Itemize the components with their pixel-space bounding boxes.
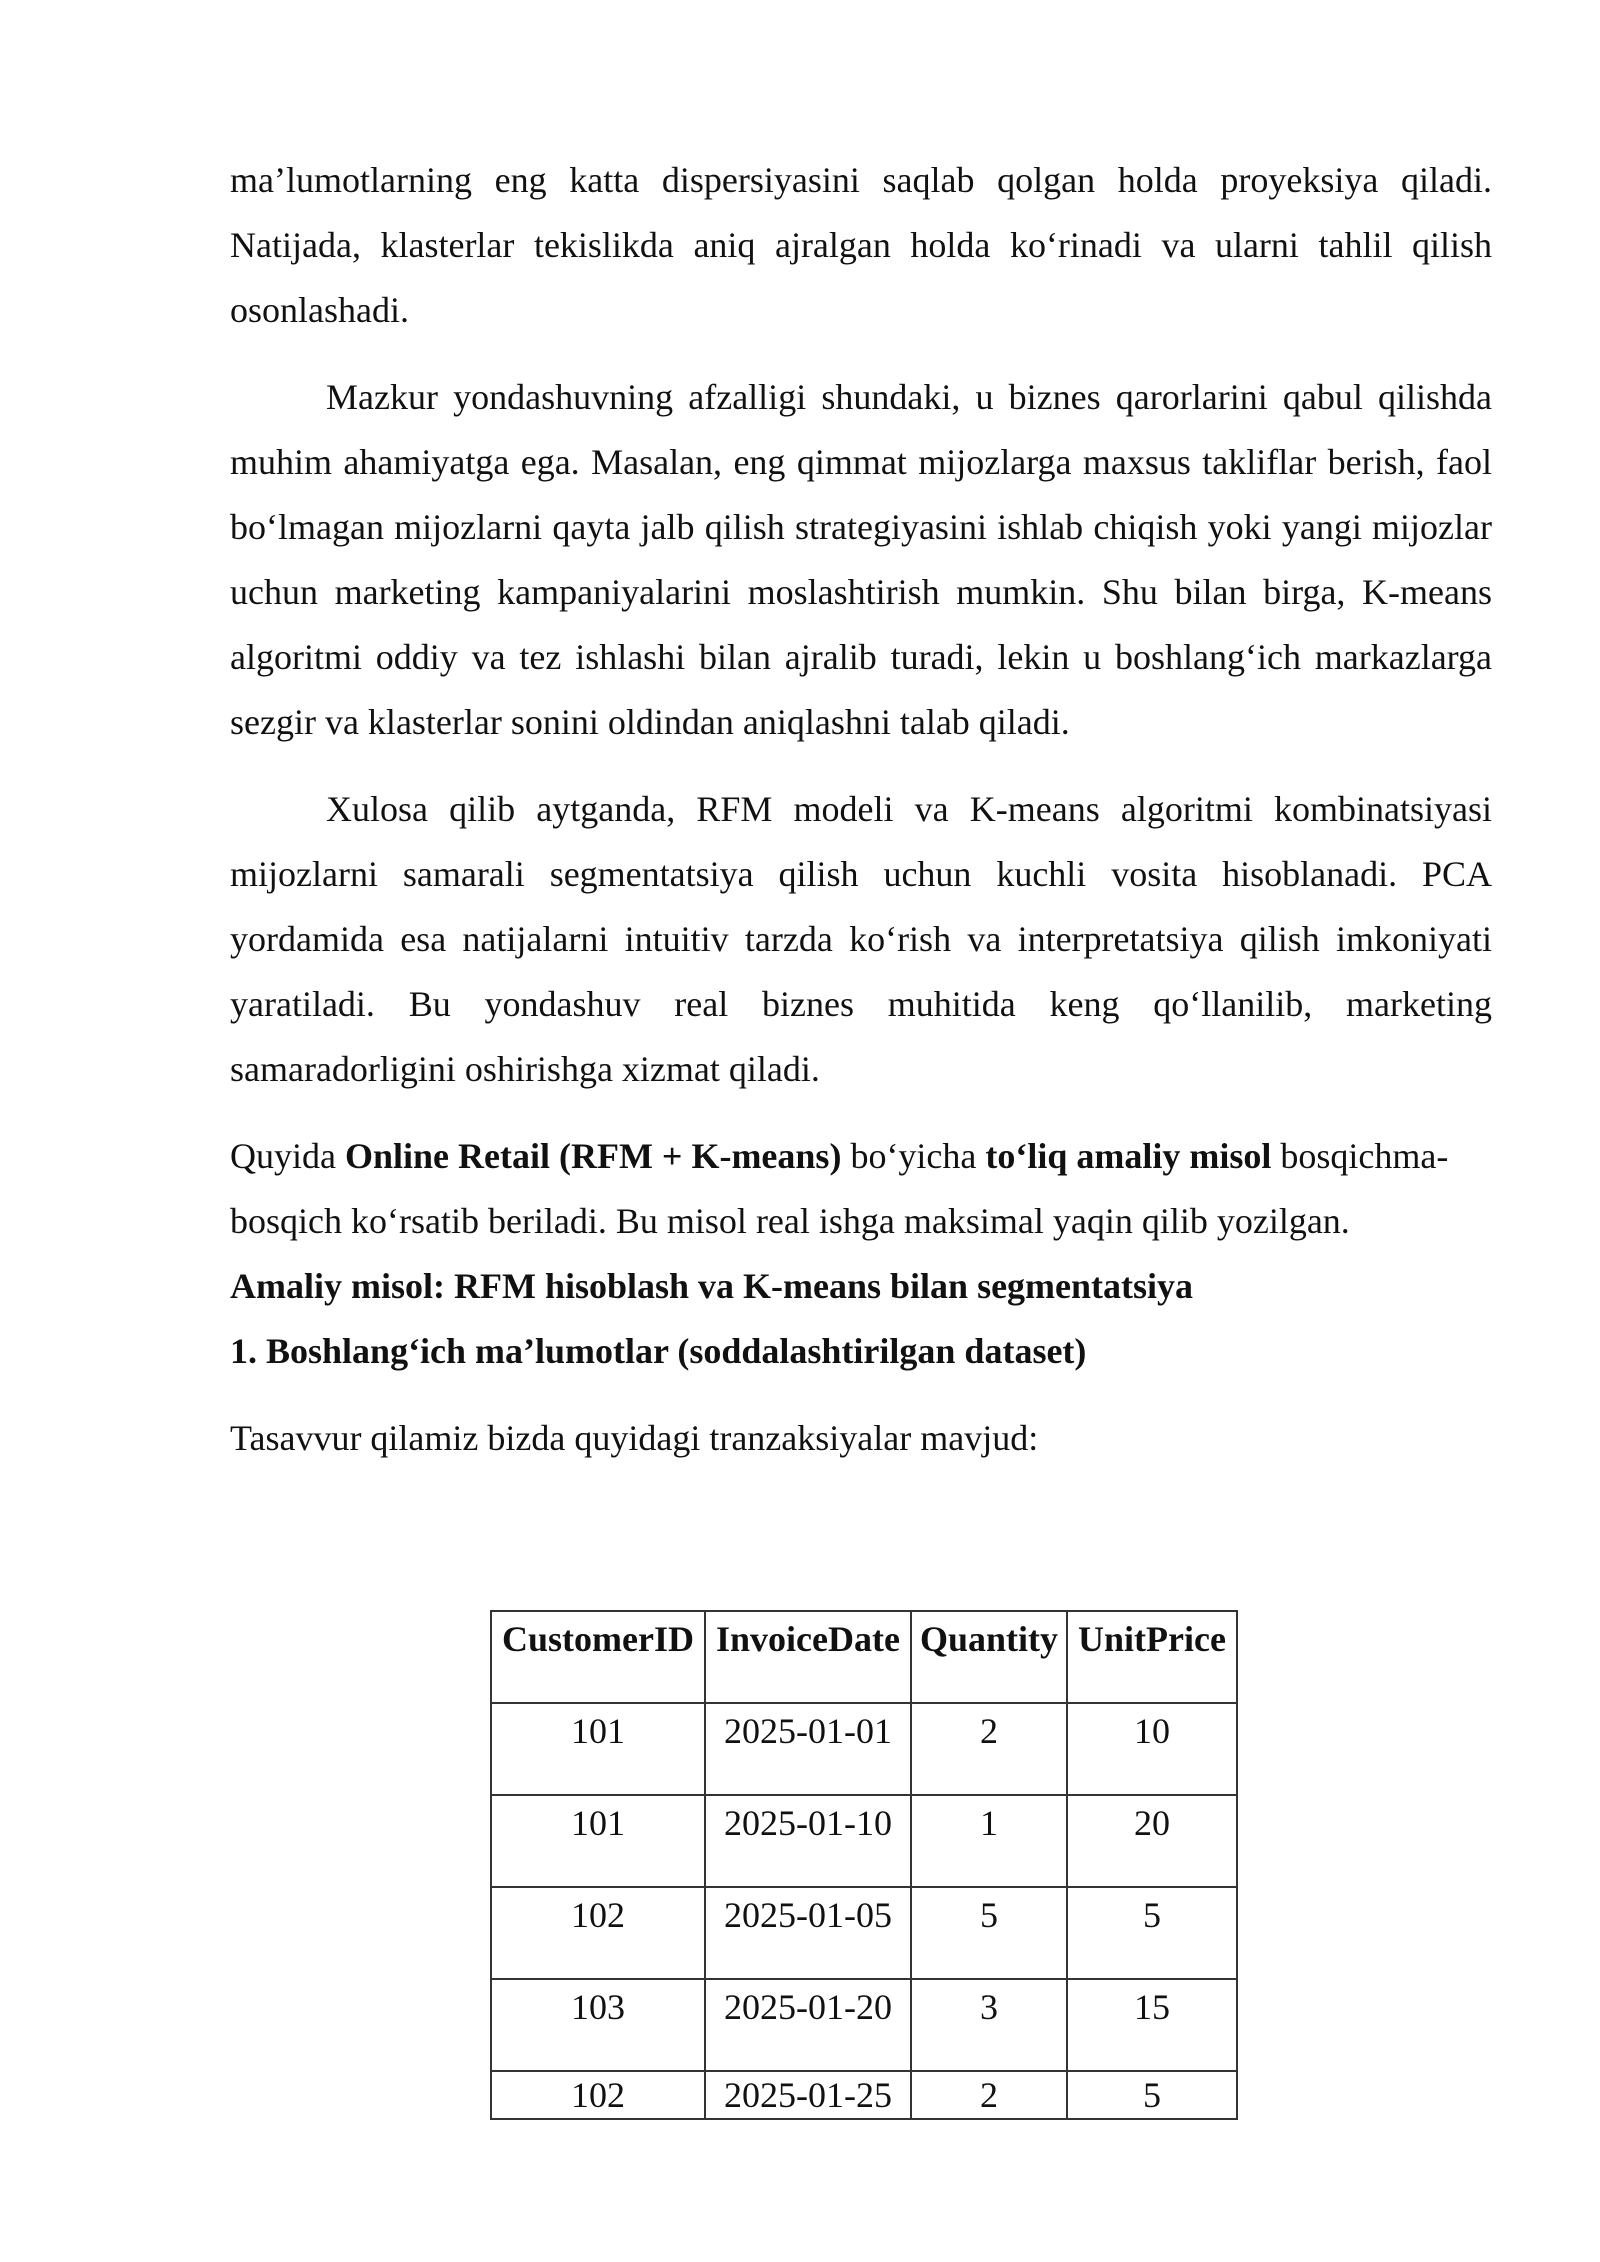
transactions-table: [490, 1610, 1238, 2120]
cell-unit-price: 10: [1067, 1703, 1237, 1795]
cell-invoice-date: 2025-01-10: [705, 1795, 911, 1887]
paragraph-intro-example: [230, 1124, 1492, 1254]
cell-customer-id: 103: [491, 1979, 705, 2071]
cell-quantity: 3: [911, 1979, 1067, 2071]
intro-text-3: bosqichma-bosqich ko‘rsatib beriladi. Bu misol real ishga maksimal yaqin qilib yozilgan.: [230, 1136, 1449, 1241]
cell-quantity: 2: [911, 1703, 1067, 1795]
cell-customer-id: 102: [491, 2071, 705, 2119]
paragraph-transactions-intro: Tasavvur qilamiz bizda quyidagi tranzaksiyalar mavjud:: [230, 1418, 1039, 1458]
cell-customer-id: 101: [491, 1703, 705, 1795]
header-customer-id: CustomerID: [491, 1611, 705, 1703]
intro-text-1: Quyida: [230, 1136, 345, 1176]
intro-text-2: bo‘yicha: [841, 1136, 986, 1176]
cell-invoice-date: 2025-01-25: [705, 2071, 911, 2119]
intro-bold-online-retail: Online Retail (RFM + K-means): [344, 1136, 842, 1176]
header-invoice-date: InvoiceDate: [705, 1611, 911, 1703]
cell-quantity: 2: [911, 2071, 1067, 2119]
cell-invoice-date: 2025-01-01: [705, 1703, 911, 1795]
cell-quantity: 1: [911, 1795, 1067, 1887]
cell-unit-price: 20: [1067, 1795, 1237, 1887]
cell-customer-id: 101: [491, 1795, 705, 1887]
intro-bold-full-example: to‘liq amaliy misol: [985, 1136, 1272, 1176]
paragraph-pca-projection: ma’lumotlarning eng katta dispersiyasini saqlab qolgan holda proyeksiya qiladi. Natijada, klasterlar tekislikda aniq ajralgan holda ko‘rinadi va ularni tahlil qilish osonlashadi.: [230, 160, 1492, 330]
table-row: [491, 2071, 1237, 2119]
table-row: [491, 1795, 1237, 1887]
cell-invoice-date: 2025-01-05: [705, 1887, 911, 1979]
paragraph-conclusion: Xulosa qilib aytganda, RFM modeli va K-means algoritmi kombinatsiyasi mijozlarni samarali segmentatsiya qilish uchun kuchli vosita hisoblanadi. PCA yordamida esa natijalarni intuitiv tarzda ko‘rish va interpretatsiya qilish imkoniyati yaratiladi. Bu yondashuv real biznes muhitida keng qo‘llanilib, marketing samaradorligini oshirishga xizmat qiladi.: [230, 789, 1492, 1089]
paragraph-advantages: Mazkur yondashuvning afzalligi shundaki, u biznes qarorlarini qabul qilishda muhim ahamiyatga ega. Masalan, eng qimmat mijozlarga maxsus takliflar berish, faol bo‘lmagan mijozlarni qayta jalb qilish strategiyasini ishlab chiqish yoki yangi mijozlar uchun marketing kampaniyalarini moslashtirish mumkin. Shu bilan birga, K-means algoritmi oddiy va tez ishlashi bilan ajralib turadi, lekin u boshlang‘ich markazlarga sezgir va klasterlar sonini oldindan aniqlashni talab qiladi.: [230, 377, 1492, 742]
cell-unit-price: 5: [1067, 2071, 1237, 2119]
table-row: [491, 1979, 1237, 2071]
document-page: [230, 148, 1492, 1471]
cell-invoice-date: 2025-01-20: [705, 1979, 911, 2071]
section-heading-practical-example: Amaliy misol: RFM hisoblash va K-means bilan segmentatsiya: [230, 1266, 1194, 1306]
table-header-row: [491, 1611, 1237, 1703]
subsection-heading-initial-data: 1. Boshlang‘ich ma’lumotlar (soddalashtirilgan dataset): [230, 1331, 1087, 1371]
header-quantity: Quantity: [911, 1611, 1067, 1703]
cell-quantity: 5: [911, 1887, 1067, 1979]
cell-unit-price: 15: [1067, 1979, 1237, 2071]
table-row: [491, 1703, 1237, 1795]
table-row: [491, 1887, 1237, 1979]
header-unit-price: UnitPrice: [1067, 1611, 1237, 1703]
cell-unit-price: 5: [1067, 1887, 1237, 1979]
cell-customer-id: 102: [491, 1887, 705, 1979]
